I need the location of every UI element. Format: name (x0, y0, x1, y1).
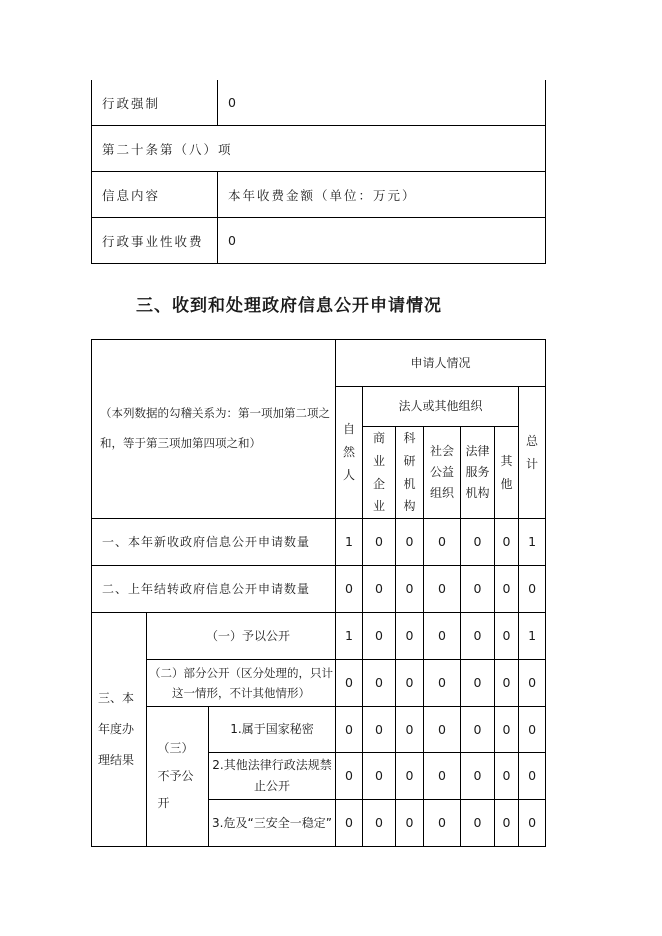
cell: 0 (519, 566, 546, 613)
row-label: 行政强制 (92, 80, 218, 126)
row-value: 0 (218, 80, 546, 126)
cell: 0 (519, 660, 546, 707)
table-row (92, 80, 546, 126)
cell: 0 (396, 566, 424, 613)
row-label: 信息内容 (92, 172, 218, 218)
cell: 0 (424, 800, 461, 847)
cell: 0 (495, 660, 519, 707)
cell: 0 (363, 566, 396, 613)
table-row (92, 519, 546, 566)
cell: 0 (396, 519, 424, 566)
applicant-header: 申请人情况 (336, 340, 546, 387)
fee-table (91, 80, 546, 264)
result-group-label: 三、本年度办理结果 (92, 613, 147, 847)
cell: 0 (495, 519, 519, 566)
cell: 0 (336, 800, 363, 847)
table-row (92, 566, 546, 613)
section-heading: 三、收到和处理政府信息公开申请情况 (136, 296, 442, 316)
cell: 0 (519, 753, 546, 800)
cell: 1 (336, 519, 363, 566)
cell: 0 (461, 707, 495, 753)
cell: 0 (396, 613, 424, 660)
cell: 0 (424, 753, 461, 800)
cell: 0 (461, 519, 495, 566)
cell: 0 (461, 660, 495, 707)
table-row (92, 126, 546, 172)
row-label: 3.危及“三安全一稳定” (209, 800, 336, 847)
table-row (92, 660, 546, 707)
row-label: （一）予以公开 (147, 613, 336, 660)
total-header: 总计 (519, 387, 546, 519)
natural-person-header: 自然人 (336, 387, 363, 519)
row-value: 0 (218, 218, 546, 264)
row-value: 本年收费金额（单位：万元） (218, 172, 546, 218)
table-row (92, 707, 546, 753)
cell: 0 (396, 707, 424, 753)
cell: 0 (396, 753, 424, 800)
clause-header: 第二十条第（八）项 (92, 126, 546, 172)
row-label: 1.属于国家秘密 (209, 707, 336, 753)
cell: 0 (396, 800, 424, 847)
sub-header: 其他 (495, 427, 519, 519)
cell: 0 (424, 613, 461, 660)
sub-header: 科研机构 (396, 427, 424, 519)
row-label: 2.其他法律行政法规禁止公开 (209, 753, 336, 800)
row-label: 二、上年结转政府信息公开申请数量 (92, 566, 336, 613)
cell: 0 (519, 800, 546, 847)
cell: 0 (461, 613, 495, 660)
no-disclose-group-label: （三）不予公开 (147, 707, 209, 847)
cell: 0 (519, 707, 546, 753)
cell: 0 (363, 707, 396, 753)
cell: 0 (424, 660, 461, 707)
table-row (92, 218, 546, 264)
cell: 0 (336, 707, 363, 753)
row-label: 行政事业性收费 (92, 218, 218, 264)
cell: 0 (336, 566, 363, 613)
table-row (92, 172, 546, 218)
legal-group-header: 法人或其他组织 (363, 387, 519, 427)
application-table (91, 339, 546, 847)
cell: 1 (519, 613, 546, 660)
cell: 0 (495, 566, 519, 613)
cell: 0 (363, 660, 396, 707)
cell: 0 (495, 613, 519, 660)
cell: 0 (461, 566, 495, 613)
cell: 1 (336, 613, 363, 660)
cell: 0 (424, 707, 461, 753)
note-cell: （本列数据的勾稽关系为：第一项加第二项之和，等于第三项加第四项之和） (92, 340, 336, 519)
row-label: 一、本年新收政府信息公开申请数量 (92, 519, 336, 566)
table-row (92, 613, 546, 660)
cell: 0 (336, 753, 363, 800)
cell: 0 (363, 800, 396, 847)
cell: 0 (495, 753, 519, 800)
cell: 0 (336, 660, 363, 707)
sub-header: 商业企业 (363, 427, 396, 519)
cell: 0 (461, 753, 495, 800)
cell: 0 (396, 660, 424, 707)
cell: 0 (363, 613, 396, 660)
row-label: （二）部分公开（区分处理的，只计这一情形，不计其他情形） (147, 660, 336, 707)
sub-header: 法律服务机构 (461, 427, 495, 519)
cell: 0 (495, 707, 519, 753)
cell: 1 (519, 519, 546, 566)
cell: 0 (424, 519, 461, 566)
sub-header: 社会公益组织 (424, 427, 461, 519)
cell: 0 (495, 800, 519, 847)
cell: 0 (363, 753, 396, 800)
cell: 0 (424, 566, 461, 613)
cell: 0 (363, 519, 396, 566)
cell: 0 (461, 800, 495, 847)
